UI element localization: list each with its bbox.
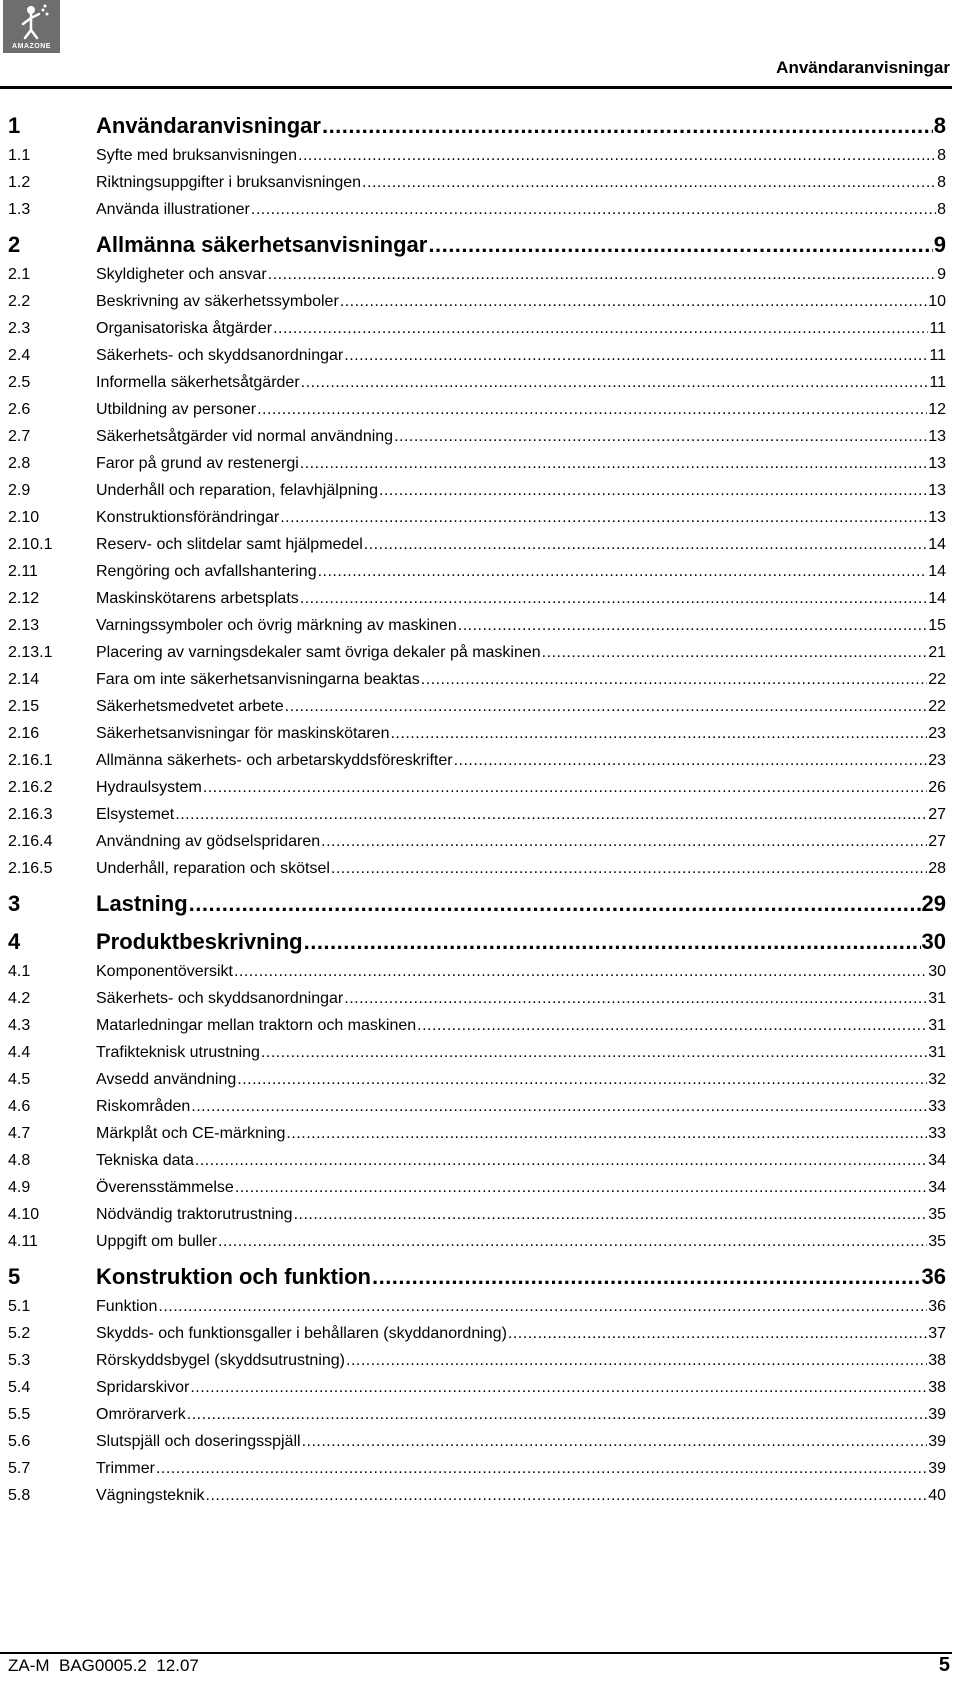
toc-dot-leader: [321, 828, 927, 855]
toc-entry-title: Fara om inte säkerhetsanvisningarna beaktas: [96, 671, 420, 688]
toc-entry-number: 5: [8, 1264, 21, 1289]
toc-entry-page: 9: [933, 232, 946, 257]
toc-entry-number: 2.16.2: [8, 779, 53, 796]
logo-text: AMAZONE: [12, 43, 51, 50]
toc-entry-title: Riktningsuppgifter i bruksanvisningen: [96, 174, 362, 191]
toc-entry-title: Tekniska data: [96, 1152, 194, 1169]
toc-entry-title: Konstruktion och funktion: [96, 1264, 371, 1289]
toc-dot-leader: [294, 1201, 928, 1228]
toc-section-entry[interactable]: [8, 1482, 946, 1509]
toc-section-entry[interactable]: [8, 196, 946, 223]
toc-entry-title: Matarledningar mellan traktorn och maskinen: [96, 1017, 417, 1034]
toc-section-entry[interactable]: [8, 1039, 946, 1066]
toc-entry-page: 8: [937, 201, 946, 218]
toc-entry-page: 8: [937, 147, 946, 164]
toc-entry-page: 11: [929, 320, 946, 337]
toc-entry-page: 36: [928, 1298, 946, 1315]
toc-entry-title: Syfte med bruksanvisningen: [96, 147, 297, 164]
toc-entry-number: 2.14: [8, 671, 40, 688]
toc-entry-page: 34: [928, 1179, 946, 1196]
toc-entry-page: 38: [928, 1352, 946, 1369]
toc-entry-title: Säkerhets- och skyddsanordningar: [96, 990, 344, 1007]
toc-entry-title: Konstruktionsförändringar: [96, 509, 280, 526]
toc-entry-number: 5.8: [8, 1487, 31, 1504]
toc-dot-leader: [331, 855, 927, 882]
toc-entry-title: Märkplåt och CE-märkning: [96, 1125, 286, 1142]
toc-section-entry[interactable]: [8, 1374, 946, 1401]
toc-entry-title: Slutspjäll och doseringsspjäll: [96, 1433, 301, 1450]
toc-entry-page: 27: [928, 806, 946, 823]
toc-section-entry[interactable]: [8, 288, 946, 315]
toc-entry-page: 40: [928, 1487, 946, 1504]
toc-dot-leader: [218, 1228, 927, 1255]
toc-entry-number: 4.2: [8, 990, 31, 1007]
toc-entry-title: Allmänna säkerhetsanvisningar: [96, 232, 428, 257]
toc-entry-page: 37: [928, 1325, 946, 1342]
toc-dot-leader: [300, 450, 927, 477]
toc-section-entry[interactable]: [8, 855, 946, 882]
toc-entry-title: Varningssymboler och övrig märkning av maskinen: [96, 617, 457, 634]
toc-entry-title: Överensstämmelse: [96, 1179, 234, 1196]
toc-entry-number: 4.11: [8, 1233, 38, 1250]
toc-section-entry[interactable]: [8, 720, 946, 747]
toc-entry-number: 2.11: [8, 563, 38, 580]
toc-entry-title: Placering av varningsdekaler samt övriga dekaler på maskinen: [96, 644, 541, 661]
toc-entry-number: 5.5: [8, 1406, 31, 1423]
toc-dot-leader: [203, 774, 927, 801]
toc-entry-number: 2.16.5: [8, 860, 53, 877]
sower-emblem-icon: [3, 0, 60, 40]
toc-entry-title: Underhåll, reparation och skötsel: [96, 860, 330, 877]
toc-dot-leader: [257, 396, 927, 423]
toc-entry-number: 2.9: [8, 482, 31, 499]
toc-entry-number: 2.13.1: [8, 644, 53, 661]
toc-entry-title: Trafikteknisk utrustning: [96, 1044, 260, 1061]
toc-section-entry[interactable]: [8, 1012, 946, 1039]
toc-entry-number: 5.3: [8, 1352, 31, 1369]
toc-entry-number: 2.12: [8, 590, 40, 607]
toc-entry-number: 4.7: [8, 1125, 31, 1142]
toc-entry-page: 35: [928, 1206, 946, 1223]
toc-entry-title: Användaranvisningar: [96, 113, 321, 138]
toc-dot-leader: [206, 1482, 928, 1509]
toc-entry-title: Använda illustrationer: [96, 201, 250, 218]
toc-entry-number: 2.6: [8, 401, 31, 418]
toc-entry-page: 14: [928, 563, 946, 580]
toc-entry-title: Organisatoriska åtgärder: [96, 320, 273, 337]
toc-entry-number: 4: [8, 929, 21, 954]
toc-section-entry[interactable]: [8, 585, 946, 612]
toc-entry-number: 5.4: [8, 1379, 31, 1396]
toc-dot-leader: [340, 288, 927, 315]
toc-entry-title: Hydraulsystem: [96, 779, 202, 796]
toc-entry-title: Rengöring och avfallshantering: [96, 563, 317, 580]
toc-entry-title: Elsystemet: [96, 806, 175, 823]
toc-entry-page: 33: [928, 1125, 946, 1142]
toc-entry-page: 22: [928, 671, 946, 688]
toc-chapter-entry[interactable]: [8, 110, 946, 142]
toc-entry-title: Säkerhetsmedvetet arbete: [96, 698, 284, 715]
toc-entry-title: Omrörarverk: [96, 1406, 186, 1423]
toc-entry-title: Informella säkerhetsåtgärder: [96, 374, 300, 391]
toc-section-entry[interactable]: [8, 1093, 946, 1120]
toc-dot-leader: [417, 1012, 927, 1039]
toc-entry-number: 5.7: [8, 1460, 31, 1477]
toc-section-entry[interactable]: [8, 1201, 946, 1228]
page-header-title: Användaranvisningar: [776, 58, 950, 77]
toc-entry-page: 26: [928, 779, 946, 796]
toc-entry-number: 2.16.1: [8, 752, 53, 769]
toc-section-entry[interactable]: [8, 1401, 946, 1428]
toc-entry-page: 38: [928, 1379, 946, 1396]
toc-dot-leader: [421, 666, 927, 693]
toc-entry-number: 1.1: [8, 147, 31, 164]
toc-entry-number: 2.7: [8, 428, 31, 445]
toc-entry-page: 13: [928, 428, 946, 445]
toc-entry-title: Spridarskivor: [96, 1379, 190, 1396]
toc-entry-page: 12: [928, 401, 946, 418]
toc-entry-page: 35: [928, 1233, 946, 1250]
toc-dot-leader: [261, 1039, 927, 1066]
header-divider: [0, 86, 952, 89]
toc-entry-number: 5.1: [8, 1298, 31, 1315]
toc-dot-leader: [454, 747, 928, 774]
toc-dot-leader: [344, 985, 927, 1012]
toc-dot-leader: [285, 693, 928, 720]
toc-entry-number: 3: [8, 891, 21, 916]
toc-entry-number: 4.1: [8, 963, 31, 980]
toc-entry-page: 30: [921, 929, 946, 954]
toc-entry-number: 2.8: [8, 455, 31, 472]
toc-section-entry[interactable]: [8, 1428, 946, 1455]
toc-entry-number: 2.15: [8, 698, 40, 715]
toc-section-entry[interactable]: [8, 828, 946, 855]
toc-dot-leader: [156, 1455, 927, 1482]
toc-entry-number: 4.3: [8, 1017, 31, 1034]
toc-section-entry[interactable]: [8, 504, 946, 531]
toc-entry-page: 34: [928, 1152, 946, 1169]
toc-dot-leader: [508, 1320, 927, 1347]
toc-entry-number: 4.8: [8, 1152, 31, 1169]
toc-section-entry[interactable]: [8, 666, 946, 693]
toc-entry-page: 13: [928, 509, 946, 526]
toc-entry-number: 2.16.3: [8, 806, 53, 823]
toc-entry-number: 2.10: [8, 509, 40, 526]
toc-section-entry[interactable]: [8, 396, 946, 423]
toc-section-entry[interactable]: [8, 985, 946, 1012]
toc-entry-number: 4.9: [8, 1179, 31, 1196]
toc-entry-title: Allmänna säkerhets- och arbetarskyddsföreskrifter: [96, 752, 453, 769]
toc-chapter-entry[interactable]: [8, 229, 946, 261]
toc-entry-page: 33: [928, 1098, 946, 1115]
toc-section-entry[interactable]: [8, 958, 946, 985]
toc-section-entry[interactable]: [8, 342, 946, 369]
footer-divider: [0, 1652, 952, 1654]
toc-entry-number: 2.13: [8, 617, 40, 634]
toc-entry-number: 4.6: [8, 1098, 31, 1115]
toc-section-entry[interactable]: [8, 1120, 946, 1147]
toc-entry-page: 30: [928, 963, 946, 980]
toc-entry-page: 39: [928, 1406, 946, 1423]
toc-entry-page: 23: [928, 752, 946, 769]
toc-dot-leader: [390, 720, 927, 747]
toc-entry-page: 39: [928, 1460, 946, 1477]
toc-entry-title: Skydds- och funktionsgaller i behållaren (skyddanordning): [96, 1325, 507, 1342]
toc-entry-title: Produktbeskrivning: [96, 929, 303, 954]
toc-dot-leader: [379, 477, 927, 504]
toc-section-entry[interactable]: [8, 774, 946, 801]
toc-entry-page: 9: [937, 266, 946, 283]
toc-section-entry[interactable]: [8, 142, 946, 169]
toc-entry-page: 32: [928, 1071, 946, 1088]
toc-section-entry[interactable]: [8, 315, 946, 342]
toc-entry-title: Beskrivning av säkerhetssymboler: [96, 293, 339, 310]
toc-entry-number: 2.5: [8, 374, 31, 391]
toc-section-entry[interactable]: [8, 531, 946, 558]
toc-dot-leader: [191, 1093, 927, 1120]
toc-entry-page: 13: [928, 455, 946, 472]
toc-entry-number: 2.16.4: [8, 833, 53, 850]
toc-entry-number: 2.10.1: [8, 536, 53, 553]
toc-dot-leader: [158, 1293, 927, 1320]
toc-entry-page: 31: [928, 1044, 946, 1061]
toc-entry-page: 11: [929, 347, 946, 364]
toc-dot-leader: [542, 639, 928, 666]
toc-entry-number: 1: [8, 113, 21, 138]
toc-entry-title: Användning av gödselspridaren: [96, 833, 321, 850]
toc-entry-title: Riskområden: [96, 1098, 191, 1115]
toc-dot-leader: [458, 612, 927, 639]
toc-section-entry[interactable]: [8, 169, 946, 196]
toc-entry-number: 4.4: [8, 1044, 31, 1061]
toc-dot-leader: [318, 558, 928, 585]
toc-chapter-entry[interactable]: [8, 1261, 946, 1293]
toc-section-entry[interactable]: [8, 747, 946, 774]
toc-dot-leader: [428, 229, 932, 261]
toc-entry-page: 8: [937, 174, 946, 191]
toc-entry-page: 31: [928, 990, 946, 1007]
toc-dot-leader: [280, 504, 927, 531]
toc-section-entry[interactable]: [8, 1066, 946, 1093]
toc-section-entry[interactable]: [8, 261, 946, 288]
toc-dot-leader: [298, 142, 936, 169]
toc-entry-number: 5.6: [8, 1433, 31, 1450]
toc-dot-leader: [268, 261, 936, 288]
toc-entry-title: Säkerhetsåtgärder vid normal användning: [96, 428, 394, 445]
toc-dot-leader: [301, 369, 929, 396]
toc-entry-page: 14: [928, 536, 946, 553]
toc-section-entry[interactable]: [8, 477, 946, 504]
toc-entry-title: Uppgift om buller: [96, 1233, 217, 1250]
toc-section-entry[interactable]: [8, 612, 946, 639]
toc-entry-page: 27: [928, 833, 946, 850]
toc-entry-page: 15: [928, 617, 946, 634]
toc-section-entry[interactable]: [8, 558, 946, 585]
toc-entry-title: Maskinskötarens arbetsplats: [96, 590, 299, 607]
toc-dot-leader: [346, 1347, 927, 1374]
toc-dot-leader: [362, 169, 936, 196]
toc-section-entry[interactable]: [8, 1347, 946, 1374]
toc-section-entry[interactable]: [8, 450, 946, 477]
toc-entry-title: Rörskyddsbygel (skyddsutrustning): [96, 1352, 345, 1369]
toc-dot-leader: [286, 1120, 927, 1147]
toc-entry-number: 2.16: [8, 725, 40, 742]
table-of-contents: [8, 110, 946, 1509]
toc-dot-leader: [235, 1174, 927, 1201]
toc-section-entry[interactable]: [8, 1228, 946, 1255]
toc-entry-title: Vägningsteknik: [96, 1487, 205, 1504]
toc-section-entry[interactable]: [8, 423, 946, 450]
toc-section-entry[interactable]: [8, 1174, 946, 1201]
toc-dot-leader: [394, 423, 927, 450]
toc-entry-page: 36: [921, 1264, 946, 1289]
toc-entry-title: Utbildning av personer: [96, 401, 257, 418]
toc-entry-title: Funktion: [96, 1298, 158, 1315]
toc-entry-title: Trimmer: [96, 1460, 155, 1477]
toc-entry-number: 1.3: [8, 201, 31, 218]
toc-entry-number: 5.2: [8, 1325, 31, 1342]
amazone-logo: [3, 0, 60, 53]
toc-entry-title: Faror på grund av restenergi: [96, 455, 299, 472]
toc-section-entry[interactable]: [8, 1147, 946, 1174]
toc-dot-leader: [372, 1261, 921, 1293]
page-number: 5: [938, 1654, 950, 1676]
toc-entry-number: 2.1: [8, 266, 31, 283]
toc-entry-page: 39: [928, 1433, 946, 1450]
toc-section-entry[interactable]: [8, 639, 946, 666]
toc-dot-leader: [344, 342, 928, 369]
toc-entry-title: Komponentöversikt: [96, 963, 233, 980]
toc-entry-page: 10: [928, 293, 946, 310]
toc-entry-page: 23: [928, 725, 946, 742]
toc-entry-page: 21: [928, 644, 946, 661]
toc-entry-page: 14: [928, 590, 946, 607]
toc-entry-page: 29: [921, 891, 946, 916]
toc-dot-leader: [175, 801, 927, 828]
toc-dot-leader: [273, 315, 928, 342]
toc-entry-page: 13: [928, 482, 946, 499]
toc-entry-title: Underhåll och reparation, felavhjälpning: [96, 482, 378, 499]
toc-dot-leader: [190, 1374, 927, 1401]
toc-entry-title: Nödvändig traktorutrustning: [96, 1206, 293, 1223]
toc-dot-leader: [304, 926, 921, 958]
toc-dot-leader: [322, 110, 933, 142]
toc-dot-leader: [364, 531, 927, 558]
toc-chapter-entry[interactable]: [8, 888, 946, 920]
toc-entry-page: 11: [929, 374, 946, 391]
toc-dot-leader: [187, 1401, 927, 1428]
toc-dot-leader: [195, 1147, 927, 1174]
toc-dot-leader: [251, 196, 936, 223]
toc-dot-leader: [300, 585, 927, 612]
toc-entry-number: 4.10: [8, 1206, 40, 1223]
toc-dot-leader: [302, 1428, 928, 1455]
toc-entry-number: 4.5: [8, 1071, 31, 1088]
toc-entry-title: Avsedd användning: [96, 1071, 237, 1088]
toc-entry-number: 2.3: [8, 320, 31, 337]
toc-entry-page: 31: [928, 1017, 946, 1034]
toc-section-entry[interactable]: [8, 1455, 946, 1482]
toc-entry-page: 8: [933, 113, 946, 138]
toc-entry-number: 2.2: [8, 293, 31, 310]
toc-entry-title: Säkerhets- och skyddsanordningar: [96, 347, 344, 364]
document-id: ZA-M BAG0005.2 12.07: [8, 1656, 199, 1675]
toc-entry-title: Säkerhetsanvisningar för maskinskötaren: [96, 725, 390, 742]
toc-section-entry[interactable]: [8, 1320, 946, 1347]
toc-entry-number: 2: [8, 232, 21, 257]
toc-dot-leader: [234, 958, 927, 985]
toc-section-entry[interactable]: [8, 801, 946, 828]
toc-entry-number: 1.2: [8, 174, 31, 191]
toc-entry-title: Lastning: [96, 891, 188, 916]
toc-chapter-entry[interactable]: [8, 926, 946, 958]
toc-section-entry[interactable]: [8, 693, 946, 720]
toc-entry-title: Reserv- och slitdelar samt hjälpmedel: [96, 536, 363, 553]
toc-dot-leader: [237, 1066, 927, 1093]
toc-section-entry[interactable]: [8, 369, 946, 396]
toc-dot-leader: [189, 888, 921, 920]
toc-entry-page: 28: [928, 860, 946, 877]
toc-entry-title: Skyldigheter och ansvar: [96, 266, 267, 283]
toc-entry-number: 2.4: [8, 347, 31, 364]
toc-entry-page: 22: [928, 698, 946, 715]
toc-section-entry[interactable]: [8, 1293, 946, 1320]
